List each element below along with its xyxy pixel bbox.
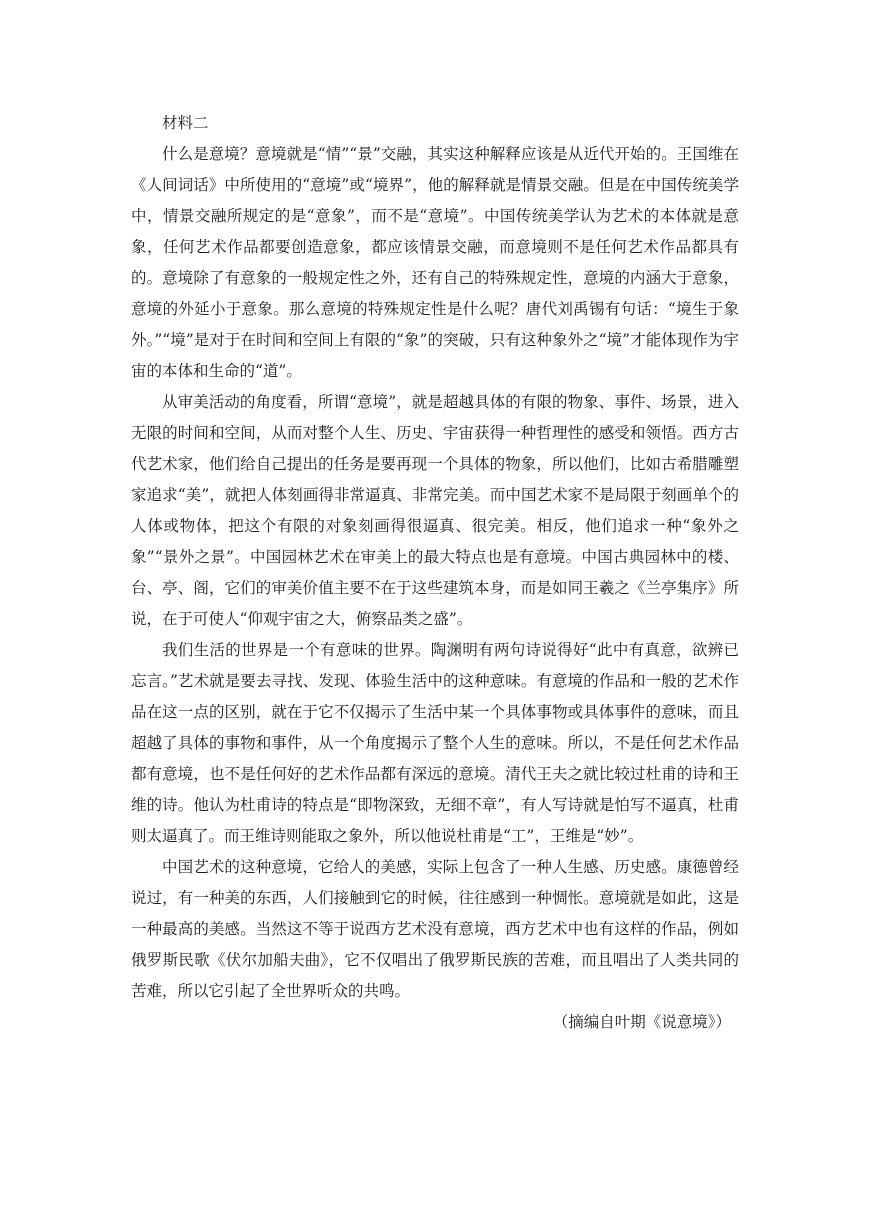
paragraph-1: 什么是意境？意境就是“情”“景”交融，其实这种解释应该是从近代开始的。王国维在《人间词话》中所使用的“意境”或“境界”，他的解释就是情景交融。但是在中国传统美学中，情景交融所规定的是“意象”，而不是“意境”。中国传统美学认为艺术的本体就是意象，任何艺术作品都要创造意象，都应该情景交融，而意境则不是任何艺术作品都具有的。意境除了有意象的一般规定性之外，还有自己的特殊规定性，意境的内涵大于意象，意境的外延小于意象。那么意境的特殊规定性是什么呢？唐代刘禹锡有句话：“境生于象外。”“境”是对于在时间和空间上有限的“象”的突破，只有这种象外之“境”才能体现作为宇宙的本体和生命的“道”。	[131, 145, 739, 380]
article-body	[131, 108, 739, 1038]
material-heading: 材料二	[162, 114, 209, 132]
paragraph-3: 我们生活的世界是一个有意味的世界。陶渊明有两句诗说得好“此中有真意，欲辨已忘言。”艺术就是要去寻找、发现、体验生活中的这种意味。有意境的作品和一般的艺术作品在这一点的区别，就在于它不仅揭示了生活中某一个具体事物或具体事件的意味，而且超越了具体的事物和事件，从一个角度揭示了整个人生的意味。所以，不是任何艺术作品都有意境，也不是任何好的艺术作品都有深远的意境。清代王夫之就比较过杜甫的诗和王维的诗。他认为杜甫诗的特点是“即物深致，无细不章”，有人写诗就是怕写不逼真，杜甫则太逼真了。而王维诗则能取之象外，所以他说杜甫是“工”，王维是“妙”。	[131, 641, 739, 845]
paragraph-4: 中国艺术的这种意境，它给人的美感，实际上包含了一种人生感、历史感。康德曾经说过，有一种美的东西，人们接触到它的时候，往往感到一种惆怅。意境就是如此，这是一种最高的美感。当然这不等于说西方艺术没有意境，西方艺术中也有这样的作品，例如俄罗斯民歌《伏尔加船夫曲》，它不仅唱出了俄罗斯民族的苦难，而且唱出了人类共同的苦难，所以它引起了全世界听众的共鸣。	[131, 858, 739, 1000]
source-citation: （摘编自叶期《说意境》）	[552, 1013, 731, 1031]
paragraph-2: 从审美活动的角度看，所谓“意境”，就是超越具体的有限的物象、事件、场景，进入无限的时间和空间，从而对整个人生、历史、宇宙获得一种哲理性的感受和领悟。西方古代艺术家，他们给自己提出的任务是要再现一个具体的物象，所以他们，比如古希腊雕塑家追求“美”，就把人体刻画得非常逼真、非常完美。而中国艺术家不是局限于刻画单个的人体或物体，把这个有限的对象刻画得很逼真、很完美。相反，他们追求一种“象外之象”“景外之景”。中国园林艺术在审美上的最大特点也是有意境。中国古典园林中的楼、台、亭、阁，它们的审美价值主要不在于这些建筑本身，而是如同王羲之《兰亭集序》所说，在于可使人“仰观宇宙之大，俯察品类之盛”。	[131, 393, 739, 628]
